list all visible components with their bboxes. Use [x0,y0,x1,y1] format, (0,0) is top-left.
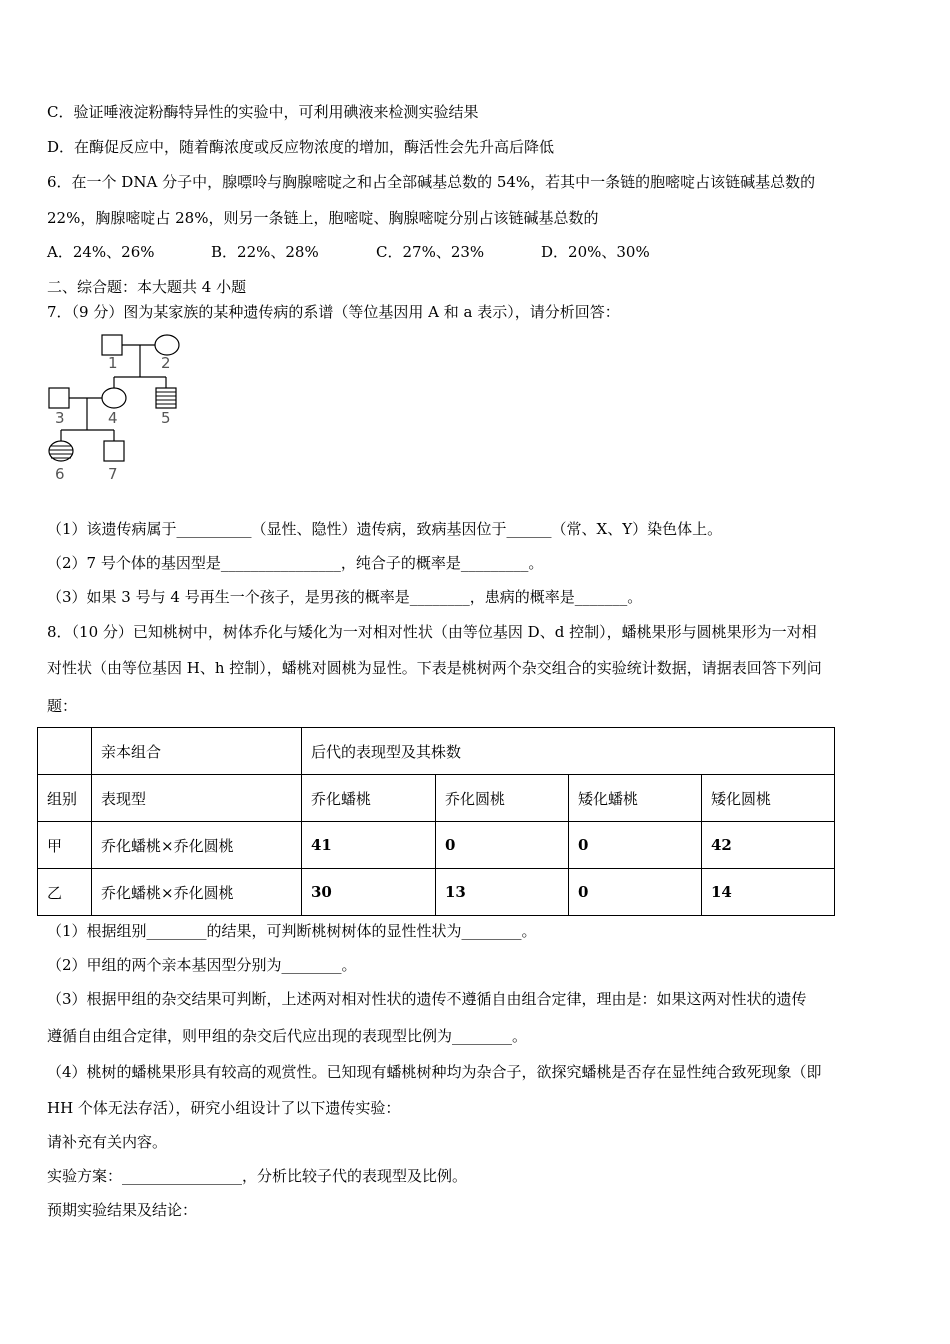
individual-2-normal-female [155,335,179,355]
q8-stem-line2: 对性状（由等位基因 H、h 控制），蟠桃对圆桃为显性。下表是桃树两个杂交组合的实验统计数据，请据表回答下列问 [47,659,822,677]
label-7: 7 [108,465,118,483]
individual-3-normal-male [49,388,69,408]
individual-5-affected-male [156,388,176,408]
q8-sub3-line1: （3）根据甲组的杂交结果可判断，上述两对相对性状的遗传不遵循自由组合定律，理由是：如果这两对性状的遗传 [47,990,807,1008]
q8-sub4-expected: 预期实验结果及结论： [47,1201,198,1219]
cell-value: 30 [302,869,436,916]
q7-sub2: （2）7 号个体的基因型是________________，纯合子的概率是_________。 [47,554,544,572]
individual-4-normal-female [102,388,126,408]
q8-stem-line1: 8．（10 分）已知桃树中，树体乔化与矮化为一对相对性状（由等位基因 D、d 控制），蟠桃果形与圆桃果形为一对相 [47,623,817,641]
individual-6-affected-female [49,441,73,461]
header-group: 组别 [38,775,92,822]
label-4: 4 [108,409,118,427]
cell-parents: 乔化蟠桃×乔化圆桃 [92,822,302,869]
table-row [38,869,835,916]
label-1: 1 [108,354,118,372]
q8-sub3-line2: 遵循自由组合定律，则甲组的杂交后代应出现的表现型比例为________。 [47,1027,528,1045]
header-offspring: 后代的表现型及其株数 [302,728,835,775]
label-3: 3 [55,409,65,427]
header-col: 矮化蟠桃 [569,775,702,822]
q7-sub1: （1）该遗传病属于__________（显性、隐性）遗传病，致病基因位于______（常、X、Y）染色体上。 [47,520,723,538]
header-phenotype: 表现型 [92,775,302,822]
table-subheader-row [38,775,835,822]
q6-stem-line2: 22%，胸腺嘧啶占 28%，则另一条链上，胞嘧啶、胸腺嘧啶分别占该链碱基总数的 [47,209,599,227]
individual-1-normal-male [102,335,122,355]
cell-group: 乙 [38,869,92,916]
label-5: 5 [161,409,171,427]
q7-stem: 7．（9 分）图为某家族的某种遗传病的系谱（等位基因用 A 和 a 表示），请分析回答： [47,303,620,321]
label-2: 2 [161,354,171,372]
cell-parents: 乔化蟠桃×乔化圆桃 [92,869,302,916]
individual-7-normal-male [104,441,124,461]
table-row [38,822,835,869]
q6-option-d: D．20%、30% [541,243,650,261]
cell-value: 0 [436,822,569,869]
q8-sub1: （1）根据组别________的结果，可判断桃树树体的显性性状为________。 [47,922,537,940]
q7-sub3: （3）如果 3 号与 4 号再生一个孩子，是男孩的概率是________，患病的概率是_______。 [47,588,643,606]
header-parent-cross: 亲本组合 [92,728,302,775]
cell-value: 14 [702,869,835,916]
pedigree-chart [40,327,200,487]
cell-value: 0 [569,822,702,869]
cell-value: 42 [702,822,835,869]
q6-option-b: B．22%、28% [211,243,319,261]
table-header-row [38,728,835,775]
cell-value: 41 [302,822,436,869]
header-col: 乔化蟠桃 [302,775,436,822]
header-col: 矮化圆桃 [702,775,835,822]
q8-sub4-line2: HH 个体无法存活），研究小组设计了以下遗传实验： [47,1099,401,1117]
section-heading: 二、综合题：本大题共 4 小题 [47,278,247,296]
q5-option-d: D．在酶促反应中，随着酶浓度或反应物浓度的增加，酶活性会先升高后降低 [47,138,555,156]
q8-stem-line3: 题： [47,697,78,715]
q8-sub4-line3: 请补充有关内容。 [47,1133,168,1151]
q5-option-c: C．验证唾液淀粉酶特异性的实验中，可利用碘液来检测实验结果 [47,103,479,121]
label-6: 6 [55,465,65,483]
q6-option-c: C．27%、23% [376,243,485,261]
q8-sub4-plan: 实验方案：________________，分析比较子代的表现型及比例。 [47,1167,468,1185]
cell-group: 甲 [38,822,92,869]
q8-sub2: （2）甲组的两个亲本基因型分别为________。 [47,956,357,974]
cell-value: 0 [569,869,702,916]
header-col: 乔化圆桃 [436,775,569,822]
q6-stem-line1: 6．在一个 DNA 分子中，腺嘌呤与胸腺嘧啶之和占全部碱基总数的 54%，若其中一条链的胞嘧啶占该链碱基总数的 [47,173,816,191]
q6-option-a: A．24%、26% [47,243,155,261]
cell-value: 13 [436,869,569,916]
cross-data-table [37,727,835,916]
q8-sub4-line1: （4）桃树的蟠桃果形具有较高的观赏性。已知现有蟠桃树种均为杂合子，欲探究蟠桃是否存在显性纯合致死现象（即 [47,1063,822,1081]
